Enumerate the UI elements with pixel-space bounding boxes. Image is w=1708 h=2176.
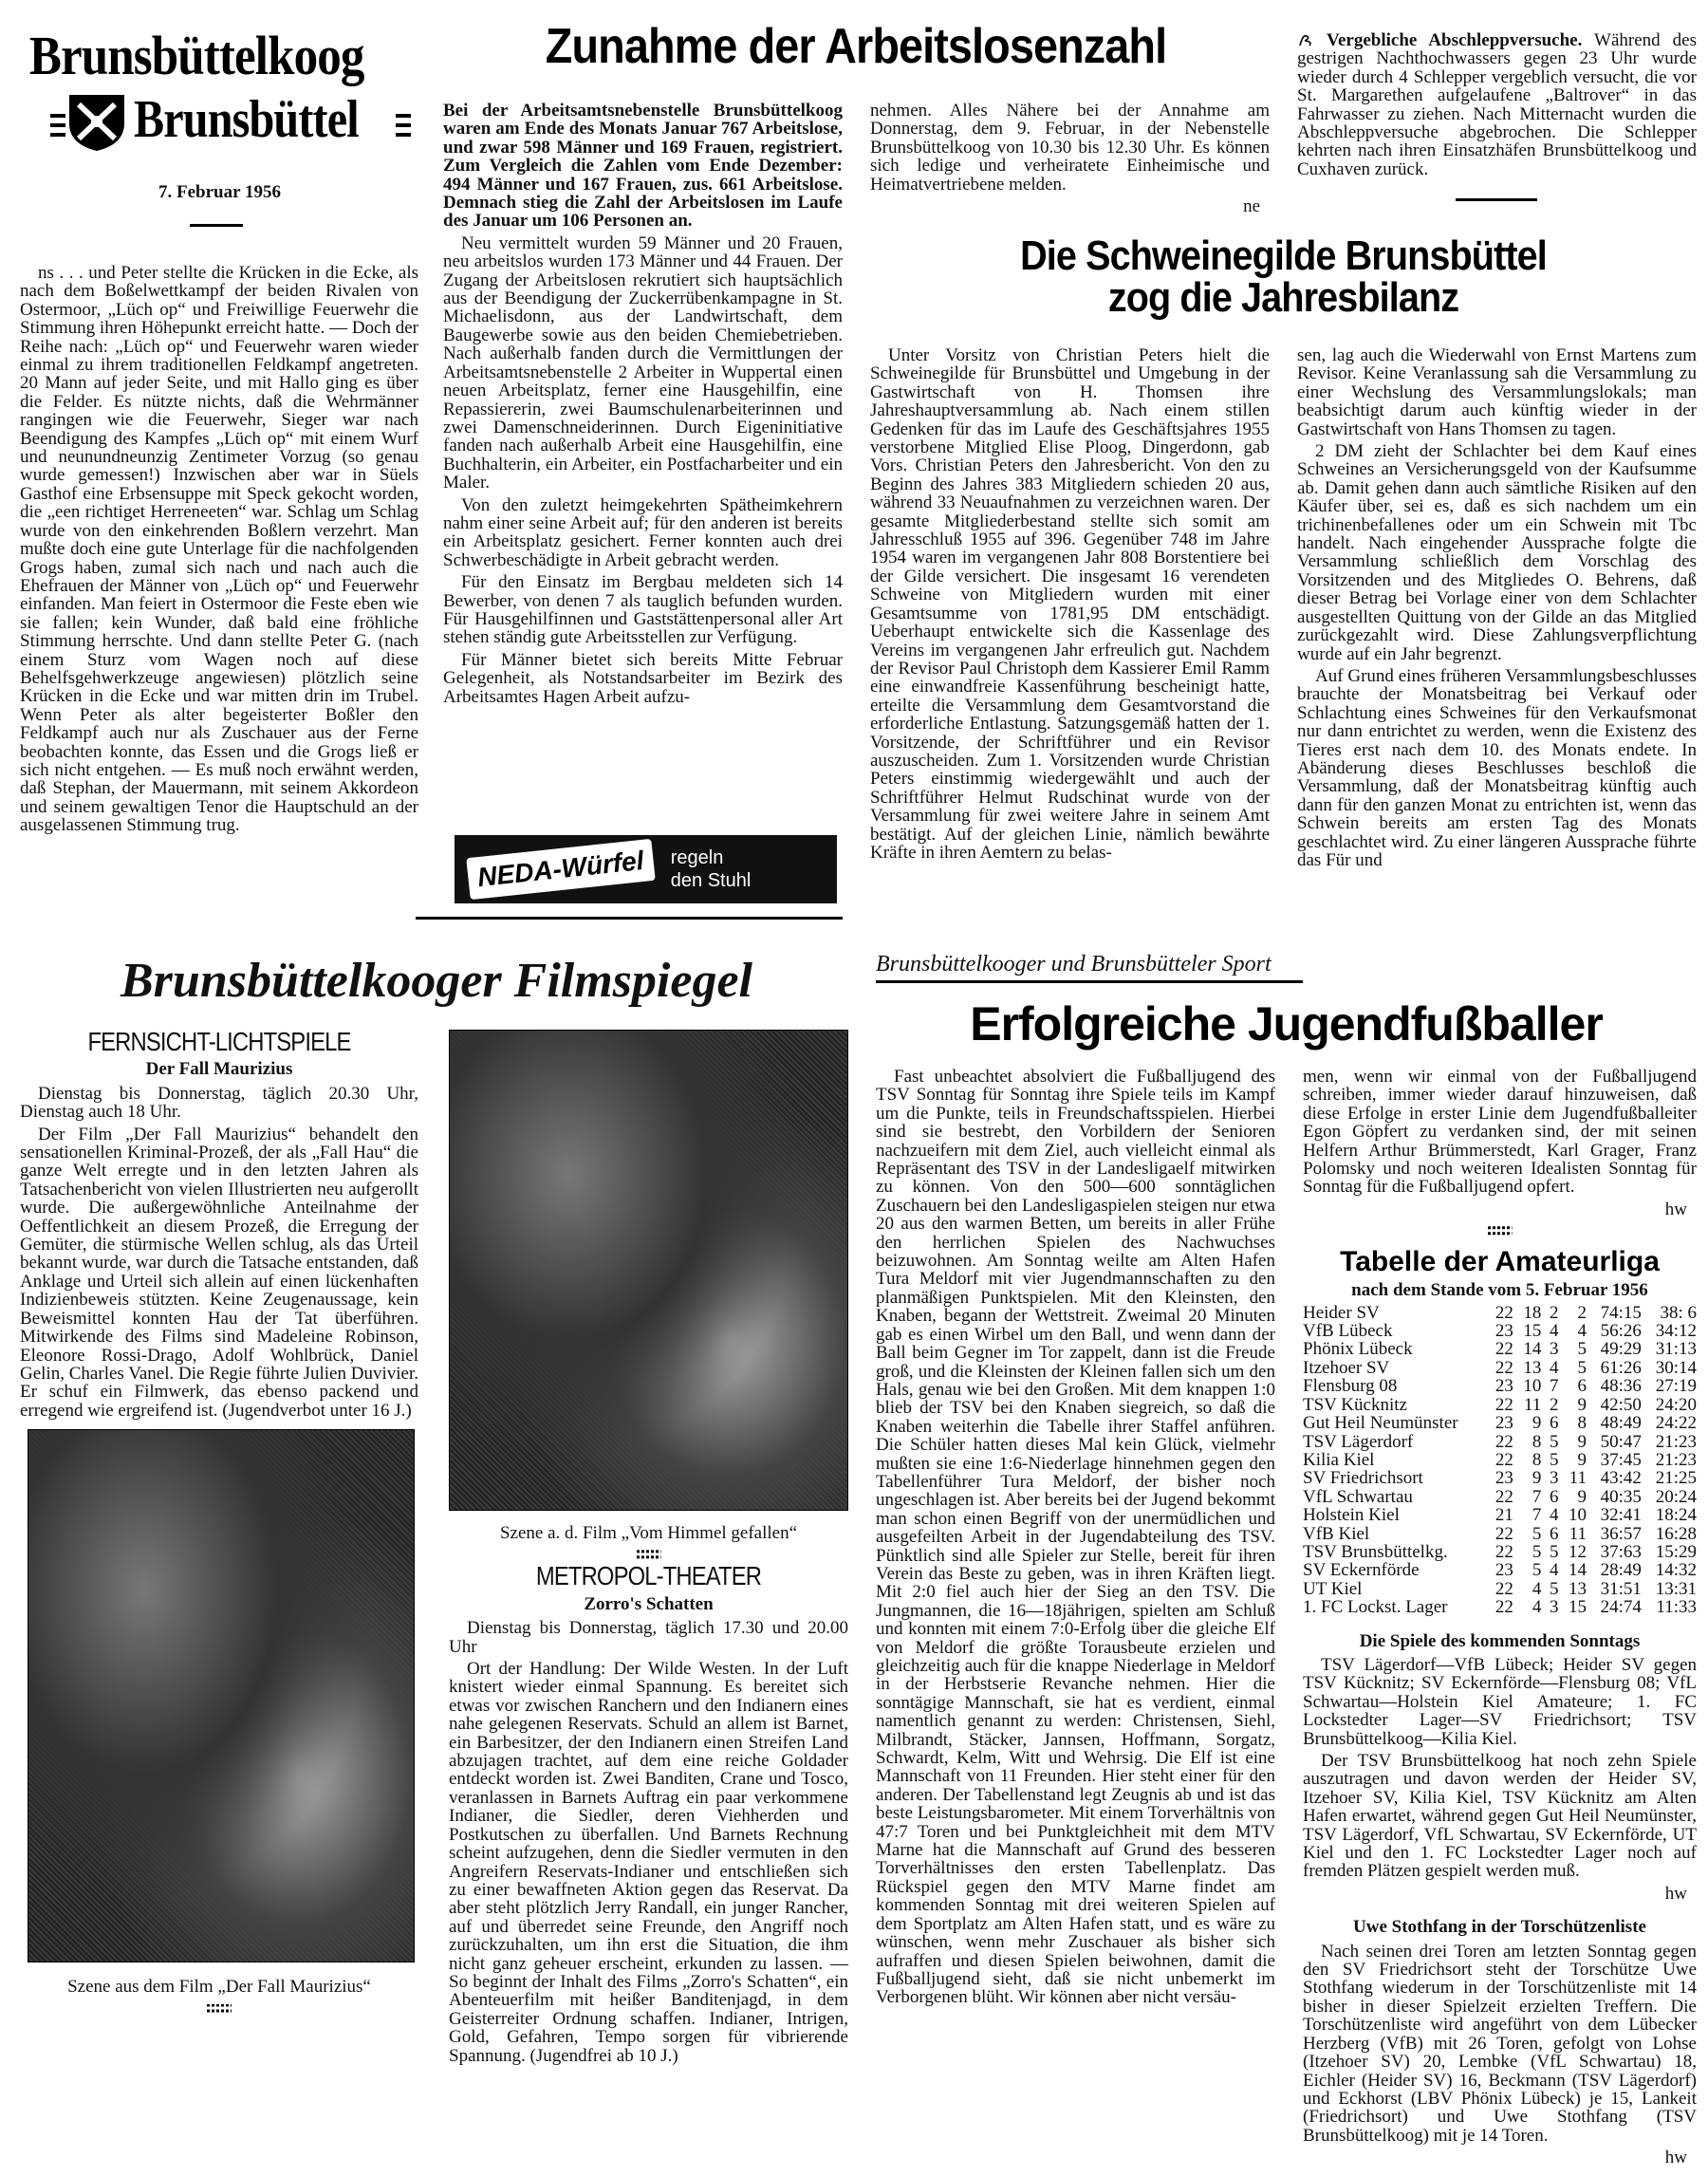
cell-played: 23 bbox=[1494, 1321, 1513, 1342]
cell-points: 21:23 bbox=[1655, 1431, 1697, 1452]
paragraph: Neu vermittelt wurden 59 Männer und 20 Frauen, neu arbeitslos wurden 173 Männer und 44 Frauen. Der Zugang der Arbeitslosen rekrutiert sich hauptsächlich aus der Beendigung der Zuckerrübenkampagne in St. Michaelisdonn, aus der Landwirtschaft, dem Baugewerbe sowie aus den beiden Chemiebetrieben. Nach außerhalb fanden durch die Vermittlungen der Arbeitsamtsnebenstelle 2 Arbeiter in Wuppertal einen neuen Arbeitsplatz, ferner eine Hausgehilfin, eine Repassiererin, zwei Baumschulenarbeiterinnen und zwei Damenschneiderinnen. Durch Eigeninitiative fanden nach außerhalb Arbeit eine Hausgehilfin, eine Buchhalterin, ein Arbeiter, ein Postfacharbeiter und ein Maler. bbox=[443, 232, 843, 493]
paragraph: Dienstag bis Donnerstag, täglich 20.30 Uhr, Dienstag auch 18 Uhr. bbox=[20, 1083, 418, 1123]
sport-column-2 bbox=[1303, 1068, 1697, 2171]
sport-section-header: Brunsbüttelkooger und Brunsbütteler Sport bbox=[876, 952, 1272, 976]
table-row bbox=[1303, 1525, 1697, 1543]
cell-won: 7 bbox=[1532, 1505, 1542, 1526]
cell-drawn: 3 bbox=[1550, 1468, 1559, 1489]
cinema-name-metropol: METROPOL-THEATER bbox=[535, 1561, 762, 1591]
arbeitslose-signature: ne bbox=[1243, 196, 1260, 217]
paragraph: Fast unbeachtet absolviert die Fußballjugend des TSV Sonntag für Sonntag ihre Spiele teils im Kampf um die Punkte, teils in Freundschaftsspielen. Hierbei sind sie bestrebt, den Vorbildern der Senioren nachzueifern mit dem Ziel, auch vielleicht einmal als Repräsentant des TSV in der Landesligaelf mitwirken zu können. Von den 500—600 sonntäglichen Zuschauern bei den Landesligaspielen steigen nur etwa 20 aus den warmen Betten, um bereits in aller Frühe den herrlichen Spielen des Nachwuchses beizuwohnen. Am Sonntag weilte am Alten Hafen Tura Meldorf mit vier Jugendmannschaften zu den planmäßigen Punktspielen. Mit den Kleinsten, den Knaben, begann der Wettstreit. Zweimal 20 Minuten gab es einen Wirbel um den Ball, und wenn dann der Ball beim Gegner im Tor zappelt, dann ist die Freude groß, und die Kleinsten der Kleinen fallen sich um den Hals, genau wie bei den Großen. Mit dem knappen 1:0 blieb der TSV bei den Knaben siegreich, so daß die Knaben weiterhin die Tabelle ihrer Staffel anführen. Die Schüler hatten dieses Mal kein Glück, vielmehr mußten sie eine 1:6-Niederlage hinnehmen gegen den Tabellenführer Tura Meldorf, der bisher noch ungeschlagen ist. Aber bereits bei der Jugend bekommt man schon einen Begriff von der unermüdlichen und ausgefeilten Arbeit in der Jugendabteilung des TSV. Pünktlich sind alle Spieler zur Stelle, bereit für ihren Verein das Beste zu geben, was in ihren Kräften liegt. Mit 2:0 fiel auch hier der Sieg an den TSV. Die Jungmannen, die 16—18jährigen, spielten am Schluß und konnten mit einem 7:0-Erfolg über die gleiche Elf von Meldorf die größte Torausbeute erzielen und gleichzeitig auch für die knappe Niederlage in Meldorf in der Herbstserie Revanche nehmen. Hier die sonntägige Mannschaft, sie hat es verdient, einmal namentlich genannt zu werden: Christensen, Siehl, Milbrandt, Stäcker, Jannsen, Hoffmann, Sorgatz, Schwardt, Kelm, Witt und Wehrsig. Die Elf ist eine Mannschaft von 11 Freunden. Hier steht einer für den anderen. Der Tabellenstand legt Zeugnis ab und ist das beste Leistungsbarometer. Mit einem Torverhältnis von 47:7 Toren und bei Punktgleichheit mit dem MTV Marne hat die Mannschaft auf Grund des besseren Torverhältnisses den ersten Tabellenplatz. Das Rückspiel gegen den MTV Marne findet am kommenden Sonntag mit drei weiteren Spielen auf dem Sportplatz am Alten Hafen statt, und es wäre zu wünschen, wenn mehr Zuschauer als bisher sich aufraffen und diesen Spielen beiwohnen, damit die Fußballjugend sieht, daß sie nicht unbemerkt im Verborgenen blüht. Wir können aber nicht versäu- bbox=[876, 1067, 1275, 2008]
paragraph: TSV Lägerdorf—VfB Lübeck; Heider SV gegen TSV Kücknitz; SV Eckernförde—Flensburg 08; VfL Schwartau—Holstein Kiel Amateure; 1. FC Lockstedter Lager—SV Friedrichsort; TSV Brunsbüttelkoog—Kilia Kiel. bbox=[1303, 1654, 1697, 1749]
cell-played: 22 bbox=[1494, 1597, 1513, 1618]
paragraph: Ort der Handlung: Der Wilde Westen. In der Luft knistert wieder einmal Spannung. Es bereitet sich etwas vor zwischen Ranchern und den Indianern eines nahe gelegenen Reservats. Schuld an allem ist Barnet, ein Barbesitzer, der den Indianern einen Streifen Land abzujagen trachtet, auf dem eine reiche Goldader entdeckt worden ist. Zwei Banditen, Crane und Tosco, veranlassen in Barnets Auftrag ein paar verkommene Indianer, die Siedler, deren Viehherden und Postkutschen zu überfallen. Und Barnets Rechnung scheint aufzugehen, denn die Siedler vermuten in den Angreifern Reservats-Indianer und entschließen sich zu einer bewaffneten Aktion gegen das Reservat. Da aber steht plötzlich Jerry Randall, ein junger Rancher, auf und überredet seine Freunde, den Angriff noch zurückzuhalten, um ihn erst die Situation, die ihm nicht ganz geheuer erscheint, erkunden zu lassen. — So beginnt der Inhalt des Films „Zorro's Schatten“, ein Abenteuerfilm mit heißer Banditenjagd, in dem Geisterreiter Ordnung schaffen. Indianer, Intrigen, Gold, Gefahren, Tempo sorgen für vibrierende Spannung. (Jugendfrei ab 10 J.) bbox=[449, 1659, 848, 2066]
table-title: Tabelle der Amateurliga bbox=[1340, 1246, 1660, 1278]
table-row bbox=[1303, 1414, 1697, 1432]
headline-line-1: Die Schweinegilde Brunsbüttel bbox=[1020, 232, 1547, 279]
cell-team: Holstein Kiel bbox=[1303, 1505, 1400, 1526]
cell-played: 22 bbox=[1494, 1578, 1513, 1599]
cell-drawn: 5 bbox=[1550, 1449, 1559, 1470]
cell-team: Itzehoer SV bbox=[1303, 1357, 1390, 1378]
cell-won: 4 bbox=[1532, 1597, 1542, 1618]
table-row bbox=[1303, 1304, 1697, 1322]
cell-goals: 50:47 bbox=[1600, 1431, 1642, 1452]
cell-team: Heider SV bbox=[1303, 1302, 1380, 1323]
sport-text-continued bbox=[1303, 1068, 1697, 1197]
cell-goals: 36:57 bbox=[1600, 1523, 1642, 1544]
cell-lost: 10 bbox=[1568, 1505, 1587, 1526]
cell-points: 18:24 bbox=[1655, 1505, 1697, 1526]
table-row bbox=[1303, 1561, 1697, 1579]
cell-lost: 9 bbox=[1577, 1394, 1587, 1415]
paragraph: 2 DM zieht der Schlachter bei dem Kauf eines Schweines an Versicherungsgeld von der Kaufsumme ab. Damit gehen dann auch sämtliche Risiken auf den Käufer über, sei es, daß es sich nachdem um ein trichinenbefallenes oder um ein Schwein mit Tbc handelt. Nach eingehender Aussprache folgte die Versammlung schließlich dem Vorschlag des Vorsitzenden und des Mitgliedes O. Behrens, daß dieser Betrag bei Vorlage einer von dem Schlachter ausgestellten Quittung von der Gilde an das Mitglied zurückgezahlt wird. Diese Zahlungsverpflichtung wurde auf ein Jahr begrenzt. bbox=[1297, 441, 1697, 664]
cell-team: VfL Schwartau bbox=[1303, 1486, 1413, 1507]
cell-lost: 5 bbox=[1577, 1339, 1587, 1360]
cell-won: 14 bbox=[1523, 1339, 1542, 1360]
schweinegilde-column-2 bbox=[1297, 346, 1697, 873]
cell-points: 21:23 bbox=[1655, 1449, 1697, 1470]
filmspiegel-header: Brunsbüttelkooger Filmspiegel bbox=[121, 954, 752, 1008]
paragraph: men, wenn wir einmal von der Fußballjugend schreiben, immer wieder darauf hinzuweisen, daß diese Erfolge in erster Linie dem Jugendfußballeiter Egon Göpfert zu verdanken sind, der mit seinen Helfern Arthur Brümmerstedt, Karl Grager, Franz Polomsky und noch weiteren Idealisten Sonntag für Sonntag für die Fußballjugend opfert. bbox=[1303, 1067, 1697, 1198]
coat-of-arms-icon bbox=[50, 91, 130, 152]
abschlepp-article bbox=[1297, 31, 1697, 182]
cell-drawn: 3 bbox=[1550, 1339, 1559, 1360]
cell-drawn: 6 bbox=[1550, 1413, 1559, 1434]
cell-team: TSV Lägerdorf bbox=[1303, 1431, 1414, 1452]
cell-lost: 13 bbox=[1568, 1578, 1587, 1599]
cell-team: TSV Kücknitz bbox=[1303, 1394, 1407, 1415]
cell-goals: 32:41 bbox=[1600, 1505, 1642, 1526]
headline-line-2: zog die Jahresbilanz bbox=[1107, 274, 1459, 321]
table-row bbox=[1303, 1469, 1697, 1487]
table-row bbox=[1303, 1543, 1697, 1561]
photo-der-fall-maurizius bbox=[28, 1429, 415, 1962]
cell-won: 13 bbox=[1523, 1357, 1542, 1378]
cell-lost: 12 bbox=[1568, 1541, 1587, 1562]
headline-jugendfussballer: Erfolgreiche Jugendfußballer bbox=[970, 997, 1603, 1051]
cell-goals: 37:63 bbox=[1600, 1541, 1642, 1562]
cell-points: 16:28 bbox=[1655, 1523, 1697, 1544]
cell-played: 22 bbox=[1494, 1486, 1513, 1507]
cell-points: 38: 6 bbox=[1660, 1302, 1697, 1323]
cell-won: 4 bbox=[1532, 1578, 1542, 1599]
scorers-text bbox=[1303, 1943, 1697, 2145]
abschlepp-text: Während des gestrigen Nachthochwassers gegen 23 Uhr wurde wieder durch 4 Schlepper vergeblich versucht, die vor St. Margarethen aufgelaufene „Baltrover“ in das Fahrwasser zu ziehen. Nach Mitternacht wurden die Abschleppversuche abgebrochen. Die Schlepper kehrten nach ihren Einsatzhäfen Brunsbüttelkoog und Cuxhaven zurück. bbox=[1297, 30, 1697, 179]
metropol-text bbox=[449, 1619, 848, 2065]
table-row bbox=[1303, 1322, 1697, 1340]
cell-points: 20:24 bbox=[1655, 1486, 1697, 1507]
film-title-zorro: Zorro's Schatten bbox=[584, 1593, 714, 1614]
table-row bbox=[1303, 1396, 1697, 1414]
cell-points: 30:14 bbox=[1655, 1357, 1697, 1378]
paragraph: sen, lag auch die Wiederwahl von Ernst Martens zum Revisor. Keine Veranlassung sah die Versammlung zu einer Wechslung des Versammlungslokals; man beabsichtigt darum auch künftig wieder in der Gastwirtschaft von Hans Thomsen zu tagen. bbox=[1297, 345, 1697, 439]
cell-played: 22 bbox=[1494, 1449, 1513, 1470]
neda-advertisement bbox=[455, 835, 837, 903]
arbeitslose-column-1 bbox=[443, 102, 843, 710]
cell-won: 10 bbox=[1523, 1376, 1542, 1397]
photo-caption-maurizius: Szene aus dem Film „Der Fall Maurizius“ bbox=[67, 1977, 371, 1998]
cell-drawn: 6 bbox=[1550, 1523, 1559, 1544]
headline-arbeitslosenzahl: Zunahme der Arbeitslosenzahl bbox=[545, 19, 1167, 74]
cell-team: SV Eckernförde bbox=[1303, 1560, 1420, 1581]
photo-vom-himmel-gefallen bbox=[449, 1030, 848, 1511]
ostermoor-article bbox=[20, 264, 418, 839]
cell-goals: 56:26 bbox=[1600, 1321, 1642, 1342]
neda-slogan-line2: den Stuhl bbox=[670, 870, 752, 891]
divider bbox=[416, 917, 843, 920]
cinema-name-fernsicht: FERNSICHT-LICHTSPIELE bbox=[87, 1027, 351, 1056]
cell-won: 8 bbox=[1532, 1431, 1542, 1452]
cell-drawn: 4 bbox=[1550, 1560, 1559, 1581]
cell-won: 5 bbox=[1532, 1541, 1542, 1562]
cell-won: 9 bbox=[1532, 1413, 1542, 1434]
masthead-line2 bbox=[28, 91, 412, 152]
paragraph: Unter Vorsitz von Christian Peters hielt die Schweinegilde für Brunsbüttel und Umgebung in der Gastwirtschaft von H. Thomsen ihre Jahreshauptversammlung ab. Nach einem stillen Gedenken für das im Laufe des Geschäftsjahres 1955 verstorbene Mitglied Elise Ploog, Dingerdonn, gab Vors. Christian Peters den Jahresbericht. Von den zu Beginn des Jahres 383 Mitgliedern schieden 20 aus, während 33 Neuaufnahmen zu verzeichnen waren. Der gesamte Mitgliederbestand stellte sich somit am Jahresschluß 1955 auf 396. Gegenüber 748 im Jahre 1954 waren im vergangenen Jahr 808 Borstentiere bei der Gilde versichert. Die insgesamt 16 verendeten Schweine von Mitgliedern wurden mit einer Gesamtsumme von 1781,95 DM entschädigt. Ueberhaupt entwickelte sich die Kassenlage des Vereins im vergangenen Jahr erfreulich gut. Nachdem der Revisor Paul Christoph dem Kassierer Emil Ramm eine einwandfreie Kassenführung bescheinigt hatte, erteilte die Versammlung dem Gesamtvorstand die erforderliche Entlastung. Satzungsgemäß hatten der 1. Vorsitzende, der Schriftführer und ein Revisor auszuscheiden. Zum 1. Vorsitzenden wurde Christian Peters einstimmig wiedergewählt und auch der Schriftführer Helmut Rudschinat wurde von der Versammlung für zwei weitere Jahre in seinem Amt bestätigt. Auf der gleichen Linie, nämlich bewährte Kräfte in ihren Aemtern zu belas- bbox=[870, 345, 1270, 863]
paragraph: Dienstag bis Donnerstag, täglich 17.30 und 20.00 Uhr bbox=[449, 1618, 848, 1657]
cell-won: 5 bbox=[1532, 1523, 1542, 1544]
metropol-column bbox=[449, 1030, 848, 2069]
cell-drawn: 5 bbox=[1550, 1541, 1559, 1562]
cell-played: 23 bbox=[1494, 1468, 1513, 1489]
cell-team: Phönix Lübeck bbox=[1303, 1339, 1413, 1360]
table-row bbox=[1303, 1488, 1697, 1506]
cell-lost: 11 bbox=[1569, 1523, 1587, 1544]
divider bbox=[1456, 198, 1537, 201]
paragraph: Für den Einsatz im Bergbau meldeten sich 14 Bewerber, von denen 7 als tauglich befunden wurden. Für Hausgehilfinnen und Gaststättenpersonal aller Art stehen ständig gute Arbeitsstellen zur Verfügung. bbox=[443, 572, 843, 648]
separator bbox=[207, 2004, 232, 2014]
cell-drawn: 7 bbox=[1550, 1376, 1559, 1397]
arbeitslose-column-2 bbox=[870, 102, 1270, 219]
cell-team: Flensburg 08 bbox=[1303, 1376, 1398, 1397]
cell-drawn: 5 bbox=[1550, 1578, 1559, 1599]
cell-won: 9 bbox=[1532, 1468, 1542, 1489]
cell-lost: 9 bbox=[1577, 1431, 1587, 1452]
cell-goals: 31:51 bbox=[1600, 1578, 1642, 1599]
cell-points: 24:22 bbox=[1655, 1413, 1697, 1434]
cell-lost: 11 bbox=[1569, 1468, 1587, 1489]
cell-team: VfB Kiel bbox=[1303, 1523, 1370, 1544]
paragraph-mark-icon bbox=[1297, 32, 1314, 47]
cell-played: 23 bbox=[1494, 1413, 1513, 1434]
cell-drawn: 4 bbox=[1550, 1357, 1559, 1378]
cell-played: 23 bbox=[1494, 1376, 1513, 1397]
cell-played: 22 bbox=[1494, 1357, 1513, 1378]
cell-team: TSV Brunsbüttelkg. bbox=[1303, 1541, 1448, 1562]
headline-schweinegilde bbox=[870, 232, 1697, 321]
cell-points: 31:13 bbox=[1655, 1339, 1697, 1360]
abschlepp-paragraph bbox=[1297, 31, 1697, 178]
cell-drawn: 3 bbox=[1550, 1597, 1559, 1618]
cell-goals: 40:35 bbox=[1600, 1486, 1642, 1507]
scorers-title: Uwe Stothfang in der Torschützenliste bbox=[1353, 1917, 1646, 1938]
cell-team: UT Kiel bbox=[1303, 1578, 1363, 1599]
abschlepp-title: Vergebliche Abschleppversuche. bbox=[1327, 30, 1583, 50]
table-row bbox=[1303, 1377, 1697, 1395]
table-row bbox=[1303, 1340, 1697, 1358]
cell-goals: 48:49 bbox=[1600, 1413, 1642, 1434]
signature: hw bbox=[1664, 2148, 1687, 2168]
cell-team: Gut Heil Neumünster bbox=[1303, 1413, 1458, 1434]
cell-lost: 5 bbox=[1577, 1357, 1587, 1378]
divider bbox=[876, 980, 1303, 983]
paragraph: Nach seinen drei Toren am letzten Sonntag gegen den SV Friedrichsort steht der Torschütze Uwe Stothfang wiederum in der Torschützenliste mit 14 bisher in dieser Spielzeit erzielten Treffern. Die Torschützenliste wird angeführt von dem Lübecker Herzberg (VfB) mit 26 Toren, gefolgt von Lohse (Itzehoer SV) 20, Lembke (VfL Schwartau) 18, Eichler (Heider SV) 16, Beckmann (TSV Lägerdorf) und Eckhorst (LBV Phönix Lübeck) je 15, Lankeit (Friedrichsort) und Uwe Stothfang (TSV Brunsbüttelkoog) mit je 14 Toren. bbox=[1303, 1941, 1697, 2146]
cell-points: 34:12 bbox=[1655, 1321, 1697, 1342]
signature: hw bbox=[1664, 1883, 1687, 1904]
issue-date: 7. Februar 1956 bbox=[158, 182, 281, 202]
fernsicht-column bbox=[20, 1025, 418, 2021]
paragraph: Der Film „Der Fall Maurizius“ behandelt den sensationellen Kriminal-Prozeß, der als „Fall Hau“ die ganze Welt erregte und in den letzten Jahren als Tatsachenbericht von vielen Illustrierten neu aufgerollt wurde. Die außergewöhnliche Anteilnahme der Oeffentlichkeit an diesem Prozeß, die Erregung der Gemüter, die stürmische Wellen schlug, als das Urteil bekannt wurde, war durch die Tatsache entstanden, daß Anklage und Urteil sich allein auf einen lückenhaften Indizienbeweis stützten. Keine Zeugenaussage, kein Beweismittel konnten Hau der Tat überführen. Mitwirkende des Films sind Madeleine Robinson, Eleonore Rossi-Drago, Adolf Wohlbrück, Daniel Gelin, Charles Vanel. Die Regie führte Julien Duvivier. Er schuf ein Filmwerk, das ebenso packend und erregend wie ergreifend ist. (Jugendverbot unter 16 J.) bbox=[20, 1124, 418, 1421]
table-subtitle: nach dem Stande vom 5. Februar 1956 bbox=[1351, 1280, 1648, 1301]
film-title-maurizius: Der Fall Maurizius bbox=[145, 1059, 293, 1080]
cell-points: 13:31 bbox=[1655, 1578, 1697, 1599]
fixtures-text bbox=[1303, 1656, 1697, 1881]
cell-points: 15:29 bbox=[1655, 1541, 1697, 1562]
paragraph: ns . . . und Peter stellte die Krücken in die Ecke, als nach dem Boßelwettkampf der beiden Rivalen von Ostermoor, „Lüch op“ und Freiwillige Feuerwehr die Stimmung ihren Höhepunkt erreicht hatte. — Doch der Reihe nach: „Lüch op“ und Feuerwehr waren wieder einmal zu ihrem traditionellen Feldkampf angetreten. 20 Mann auf jeder Seite, und mit Hallo ging es über die Felder. Es nützte nichts, daß die Wehrmänner rangingen wie die Feuerwehr, Sieger war nach Beendigung des Kampfes „Lüch op“ mit einem Wurf und neunundneunzig Zentimeter Vorzug (so genau wurde gemessen!) Inzwischen aber war in Süels Gasthof eine Erbsensuppe mit Speck gekocht worden, die „een richtiget Herreneeten“ war. Schlag um Schlag wurde von den einkehrenden Boßlern verzehrt. Man mußte doch eine gute Unterlage für die nachfolgenden Grogs haben, zumal sich nach und nach auch die Ehefrauen der Männer von „Lüch op“ und Feuerwehr einfanden. Man feiert in Ostermoor die Feste eben wie sie fallen; kein Wunder, daß bald eine fröhliche Stimmung herrschte. Und dann stellte Peter G. (nach einem Sturz vom Wagen noch auf diese Behelfsgehwerkzeuge angewiesen) plötzlich seine Krücken in die Ecke und war mitten drin im Trubel. Wenn Peter als alter begeisterter Boßler den Feldkampf auch nur als Zuschauer aus der Ferne beobachten konnte, das Essen und die Grogs ließ er sich nicht entgehen. — Es muß noch erwähnt werden, daß Stephan, der Mauermann, mit seinem Akkordeon und seinem gewaltigen Tenor die Hauptschuld an der ausgelassenen Stimmung trug. bbox=[20, 263, 419, 836]
paragraph: Der TSV Brunsbüttelkoog hat noch zehn Spiele auszutragen und davon werden der Heider SV, Itzehoer SV, Kilia Kiel, TSV Kücknitz am Alten Hafen erwartet, während gegen Gut Heil Neumünster, TSV Lägerdorf, VfL Schwartau, SV Eckernförde, UT Kiel und den 1. FC Lockstedter Lager noch auf fremden Plätzen gespielt werden muß. bbox=[1303, 1751, 1697, 1882]
table-row bbox=[1303, 1451, 1697, 1469]
cell-goals: 24:74 bbox=[1600, 1597, 1642, 1618]
cell-lost: 9 bbox=[1577, 1486, 1587, 1507]
cell-played: 22 bbox=[1494, 1339, 1513, 1360]
cell-team: VfB Lübeck bbox=[1303, 1321, 1393, 1342]
cell-goals: 42:50 bbox=[1600, 1394, 1642, 1415]
cell-drawn: 2 bbox=[1550, 1394, 1559, 1415]
cell-goals: 61:26 bbox=[1600, 1357, 1642, 1378]
paragraph: Für Männer bietet sich bereits Mitte Februar Gelegenheit, als Notstandsarbeiter im Bezirk des Arbeitsamtes Hagen Arbeit aufzu- bbox=[443, 649, 843, 707]
cell-won: 7 bbox=[1532, 1486, 1542, 1507]
cell-lost: 14 bbox=[1568, 1560, 1587, 1581]
league-table bbox=[1303, 1304, 1697, 1617]
arbeitslose-lead: Bei der Arbeitsamtsnebenstelle Brunsbüttelkoog waren am Ende des Monats Januar 767 Arbeitslose, und zwar 598 Männer und 169 Frauen, registriert. Zum Vergleich die Zahlen vom Ende Dezember: 494 Männer und 167 Frauen, zus. 661 Arbeitslose. Demnach stieg die Zahl der Arbeitslosen im Laufe des Januar um 106 Personen an. bbox=[443, 101, 843, 232]
cell-team: SV Friedrichsort bbox=[1303, 1468, 1423, 1489]
table-row bbox=[1303, 1433, 1697, 1451]
cell-goals: 37:45 bbox=[1600, 1449, 1642, 1470]
cell-lost: 2 bbox=[1577, 1302, 1587, 1323]
photo-caption-himmel: Szene a. d. Film „Vom Himmel gefallen“ bbox=[499, 1523, 798, 1543]
cell-won: 15 bbox=[1523, 1321, 1542, 1342]
arbeitslose-body bbox=[443, 234, 843, 706]
cell-played: 22 bbox=[1494, 1523, 1513, 1544]
cell-played: 22 bbox=[1494, 1394, 1513, 1415]
divider bbox=[190, 224, 243, 227]
table-row bbox=[1303, 1506, 1697, 1524]
table-row bbox=[1303, 1359, 1697, 1377]
cell-lost: 6 bbox=[1577, 1376, 1587, 1397]
paragraph: nehmen. Alles Nähere bei der Annahme am Donnerstag, dem 9. Februar, in der Nebenstelle Brunsbüttelkoog von 10.30 bis 12.30 Uhr. Es können sich ledige und verheiratete Einheimische und Heimatvertriebene melden. bbox=[870, 101, 1270, 195]
cell-drawn: 6 bbox=[1550, 1486, 1559, 1507]
cell-won: 8 bbox=[1532, 1449, 1542, 1470]
cell-played: 22 bbox=[1494, 1431, 1513, 1452]
sport-column-1 bbox=[876, 1068, 1275, 2011]
cell-points: 24:20 bbox=[1655, 1394, 1697, 1415]
cell-played: 22 bbox=[1494, 1541, 1513, 1562]
cell-points: 11:33 bbox=[1656, 1597, 1697, 1618]
cell-goals: 74:15 bbox=[1600, 1302, 1642, 1323]
cell-won: 18 bbox=[1523, 1302, 1542, 1323]
cell-played: 21 bbox=[1494, 1505, 1513, 1526]
table-row bbox=[1303, 1598, 1697, 1616]
cell-lost: 8 bbox=[1577, 1413, 1587, 1434]
cell-drawn: 4 bbox=[1550, 1505, 1559, 1526]
cell-lost: 15 bbox=[1568, 1597, 1587, 1618]
cell-points: 27:19 bbox=[1655, 1376, 1697, 1397]
cell-team: Kilia Kiel bbox=[1303, 1449, 1375, 1470]
cell-goals: 28:49 bbox=[1600, 1560, 1642, 1581]
separator bbox=[637, 1550, 661, 1559]
separator bbox=[1488, 1226, 1513, 1236]
cell-goals: 49:29 bbox=[1600, 1339, 1642, 1360]
cell-played: 23 bbox=[1494, 1560, 1513, 1581]
cell-points: 14:32 bbox=[1655, 1560, 1697, 1581]
arbeitslose-body-continued bbox=[870, 102, 1270, 194]
signature: hw bbox=[1664, 1199, 1687, 1219]
cell-drawn: 5 bbox=[1550, 1431, 1559, 1452]
paragraph: Auf Grund eines früheren Versammlungsbeschlusses brauchte der Monatsbeitrag bei Verkauf oder Schlachtung eines Schweines für den Verkaufsmonat nur dann entrichtet zu werden, wenn die Existenz des Tieres erst nach dem 10. des Monats endete. In Abänderung dieses Beschlusses beschloß die Versammlung, daß der Monatsbeitrag künftig auch dann für den ganzen Monat zu entrichten ist, wenn das Schwein bereits am ersten Tag des Monats geschlachtet wird. Zu einer längeren Aussprache führte das Für und bbox=[1297, 665, 1697, 870]
cell-lost: 4 bbox=[1577, 1321, 1587, 1342]
cell-drawn: 2 bbox=[1550, 1302, 1559, 1323]
fixtures-title: Die Spiele des kommenden Sonntags bbox=[1359, 1630, 1641, 1651]
cell-goals: 48:36 bbox=[1600, 1376, 1642, 1397]
cell-lost: 9 bbox=[1577, 1449, 1587, 1470]
ornament-icon bbox=[396, 110, 411, 142]
table-row bbox=[1303, 1580, 1697, 1598]
paragraph: Von den zuletzt heimgekehrten Spätheimkehrern nahm einer seine Arbeit auf; für den anderen ist bereits ein Arbeitsplatz gesichert. Ferner konnten auch drei Schwerbeschädigte in Arbeit gebracht werden. bbox=[443, 494, 843, 570]
cell-drawn: 4 bbox=[1550, 1321, 1559, 1342]
neda-brand-banner: NEDA-Würfel bbox=[466, 839, 655, 900]
cell-goals: 43:42 bbox=[1600, 1468, 1642, 1489]
cell-won: 5 bbox=[1532, 1560, 1542, 1581]
neda-slogan-line1: regeln bbox=[670, 847, 724, 868]
cell-points: 21:25 bbox=[1655, 1468, 1697, 1489]
fernsicht-text bbox=[20, 1085, 418, 1420]
masthead-brunsbuettel: Brunsbüttel bbox=[134, 90, 359, 149]
schweinegilde-column-1 bbox=[870, 346, 1270, 865]
cell-won: 11 bbox=[1524, 1394, 1542, 1415]
cell-team: 1. FC Lockst. Lager bbox=[1303, 1597, 1448, 1618]
masthead-brunsbuettelkoog: Brunsbüttelkoog bbox=[28, 25, 364, 86]
cell-played: 22 bbox=[1494, 1302, 1513, 1323]
